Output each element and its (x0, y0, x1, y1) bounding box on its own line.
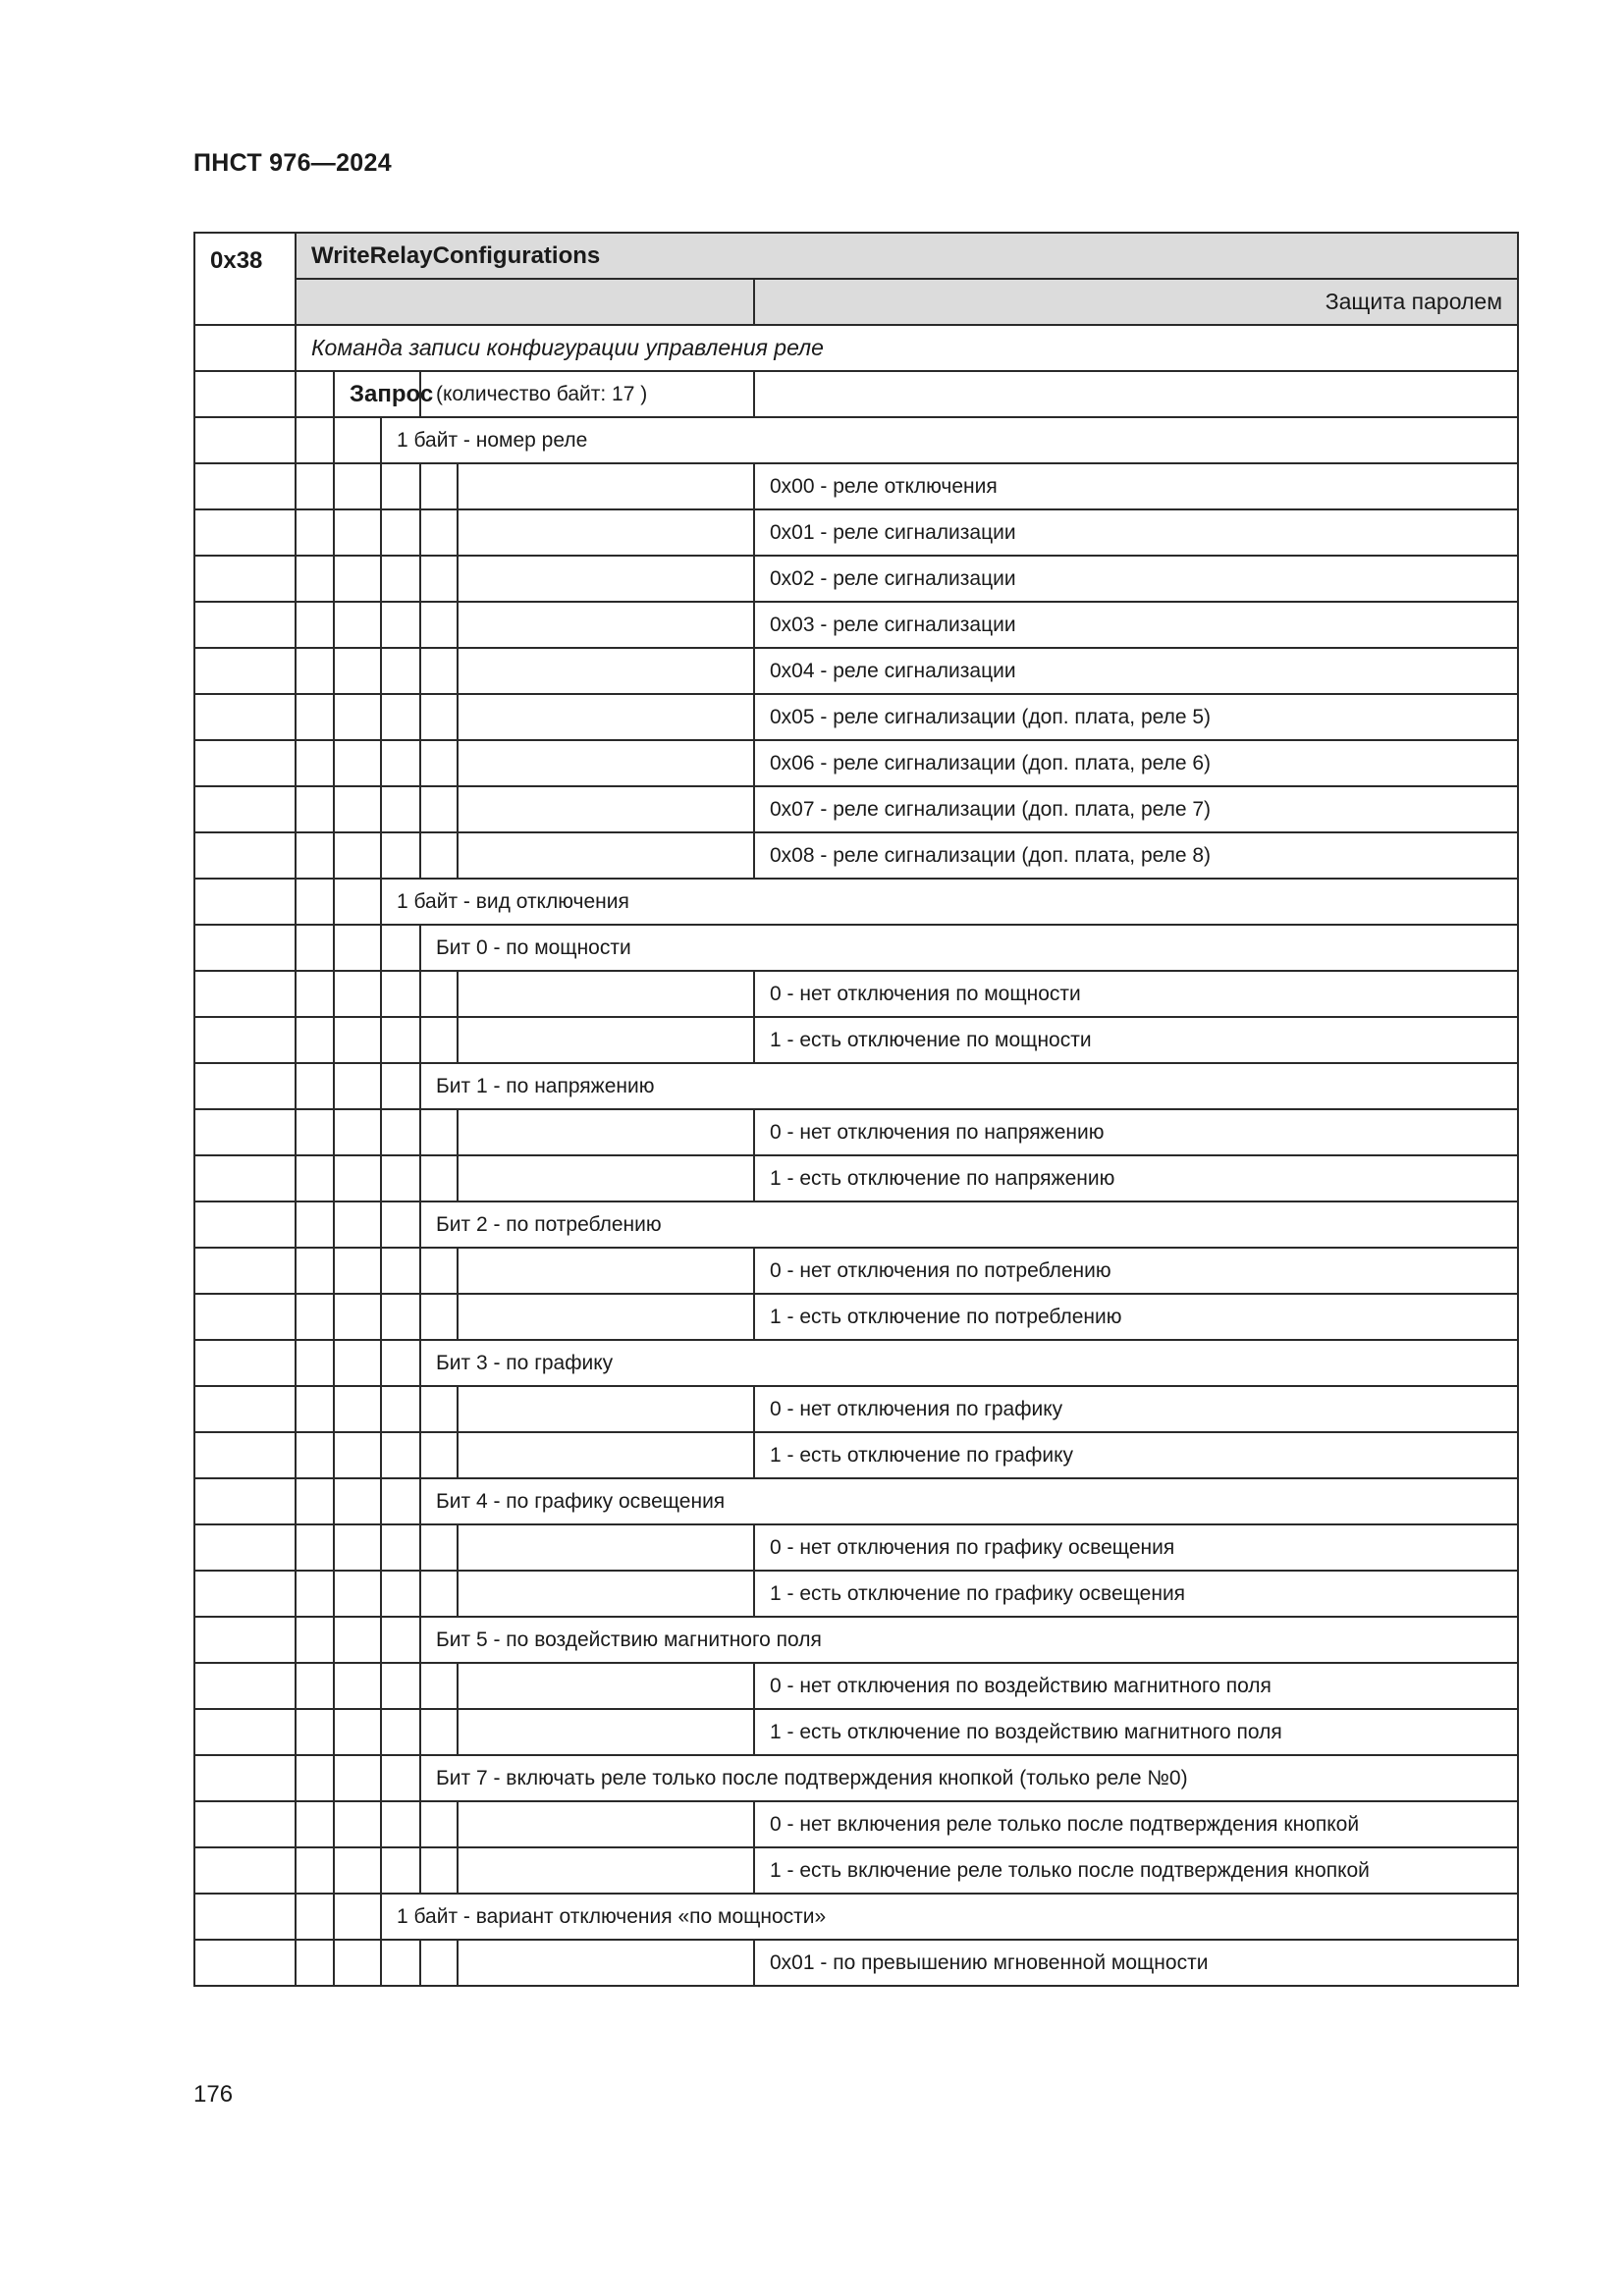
empty-cell (420, 1155, 458, 1201)
empty-cell (194, 1894, 296, 1940)
value-text: 0 - нет включения реле только после подтверждения кнопкой (754, 1801, 1518, 1847)
empty-cell (334, 1201, 381, 1248)
empty-cell (296, 648, 334, 694)
empty-cell (458, 832, 754, 879)
empty-cell (381, 1663, 420, 1709)
empty-cell (334, 1340, 381, 1386)
bit-row (194, 1340, 1518, 1386)
value-text: 1 - есть отключение по напряжению (754, 1155, 1518, 1201)
empty-cell (194, 832, 296, 879)
value-text: 0x01 - по превышению мгновенной мощности (754, 1940, 1518, 1986)
empty-cell (334, 648, 381, 694)
empty-cell (334, 879, 381, 925)
empty-cell (420, 786, 458, 832)
empty-cell (334, 1755, 381, 1801)
value-row (194, 509, 1518, 556)
empty-cell (381, 1386, 420, 1432)
value-row (194, 556, 1518, 602)
empty-cell (296, 1017, 334, 1063)
empty-cell (194, 971, 296, 1017)
empty-cell (194, 1017, 296, 1063)
empty-cell (381, 1617, 420, 1663)
empty-cell (381, 971, 420, 1017)
empty-cell (334, 971, 381, 1017)
empty-cell (296, 925, 334, 971)
empty-cell (194, 1109, 296, 1155)
empty-cell (458, 1663, 754, 1709)
empty-cell (194, 1155, 296, 1201)
empty-cell (420, 648, 458, 694)
empty-cell (296, 1524, 334, 1571)
value-text: 0x08 - реле сигнализации (доп. плата, реле 8) (754, 832, 1518, 879)
empty-cell (296, 556, 334, 602)
empty-cell (420, 1801, 458, 1847)
empty-cell (458, 1294, 754, 1340)
empty-cell (296, 279, 754, 325)
empty-cell (420, 694, 458, 740)
empty-cell (458, 786, 754, 832)
empty-cell (334, 1248, 381, 1294)
empty-cell (420, 602, 458, 648)
empty-cell (458, 1248, 754, 1294)
empty-cell (381, 1063, 420, 1109)
value-row (194, 832, 1518, 879)
empty-cell (194, 556, 296, 602)
empty-cell (194, 1524, 296, 1571)
empty-cell (296, 1201, 334, 1248)
empty-cell (458, 1155, 754, 1201)
empty-cell (420, 740, 458, 786)
empty-cell (458, 556, 754, 602)
empty-cell (334, 740, 381, 786)
empty-cell (194, 1571, 296, 1617)
empty-cell (296, 786, 334, 832)
empty-cell (194, 1617, 296, 1663)
value-text: 0x02 - реле сигнализации (754, 556, 1518, 602)
value-row (194, 1294, 1518, 1340)
bit-row (194, 1755, 1518, 1801)
empty-cell (334, 786, 381, 832)
empty-cell (381, 1155, 420, 1201)
empty-cell (194, 1063, 296, 1109)
empty-cell (420, 1248, 458, 1294)
empty-cell (194, 509, 296, 556)
empty-cell (194, 694, 296, 740)
value-row (194, 1801, 1518, 1847)
empty-cell (296, 1063, 334, 1109)
empty-cell (194, 740, 296, 786)
empty-cell (334, 925, 381, 971)
empty-cell (334, 1571, 381, 1617)
empty-cell (458, 1386, 754, 1432)
empty-cell (381, 509, 420, 556)
empty-cell (420, 509, 458, 556)
bit-title: Бит 2 - по потреблению (420, 1201, 1518, 1248)
empty-cell (381, 1709, 420, 1755)
empty-cell (381, 694, 420, 740)
empty-cell (381, 1940, 420, 1986)
command-header-row (194, 233, 1518, 279)
value-text: 1 - есть отключение по графику освещения (754, 1571, 1518, 1617)
value-row (194, 1155, 1518, 1201)
empty-cell (458, 1571, 754, 1617)
empty-cell (381, 556, 420, 602)
empty-cell (194, 879, 296, 925)
bit-row (194, 1617, 1518, 1663)
empty-cell (334, 1063, 381, 1109)
field-title: 1 байт - номер реле (381, 417, 1518, 463)
bit-title: Бит 3 - по графику (420, 1340, 1518, 1386)
empty-cell (381, 786, 420, 832)
empty-cell (194, 1940, 296, 1986)
empty-cell (334, 463, 381, 509)
empty-cell (296, 1386, 334, 1432)
empty-cell (420, 971, 458, 1017)
empty-cell (381, 925, 420, 971)
empty-cell (381, 1017, 420, 1063)
empty-cell (334, 1017, 381, 1063)
empty-cell (458, 1940, 754, 1986)
value-text: 0 - нет отключения по мощности (754, 971, 1518, 1017)
empty-cell (381, 740, 420, 786)
value-text: 1 - есть отключение по мощности (754, 1017, 1518, 1063)
empty-cell (296, 1155, 334, 1201)
empty-cell (296, 1801, 334, 1847)
empty-cell (458, 1847, 754, 1894)
value-row (194, 1940, 1518, 1986)
command-description: Команда записи конфигурации управления реле (296, 325, 1518, 371)
empty-cell (296, 740, 334, 786)
empty-cell (194, 602, 296, 648)
value-text: 0x00 - реле отключения (754, 463, 1518, 509)
command-name: WriteRelayConfigurations (296, 233, 1518, 279)
empty-cell (296, 1294, 334, 1340)
empty-cell (296, 1432, 334, 1478)
value-row (194, 740, 1518, 786)
value-row (194, 1109, 1518, 1155)
empty-cell (381, 463, 420, 509)
empty-cell (420, 1294, 458, 1340)
empty-cell (458, 1709, 754, 1755)
empty-cell (296, 1248, 334, 1294)
empty-cell (194, 1340, 296, 1386)
value-text: 0x04 - реле сигнализации (754, 648, 1518, 694)
empty-cell (420, 1571, 458, 1617)
empty-cell (296, 971, 334, 1017)
empty-cell (458, 509, 754, 556)
empty-cell (296, 1709, 334, 1755)
empty-cell (458, 1109, 754, 1155)
empty-cell (420, 463, 458, 509)
empty-cell (194, 1248, 296, 1294)
value-text: 0 - нет отключения по воздействию магнитного поля (754, 1663, 1518, 1709)
empty-cell (194, 1432, 296, 1478)
value-row (194, 1571, 1518, 1617)
value-text: 0x01 - реле сигнализации (754, 509, 1518, 556)
empty-cell (334, 1663, 381, 1709)
value-row (194, 648, 1518, 694)
empty-cell (381, 1340, 420, 1386)
field-row (194, 417, 1518, 463)
request-label: Запрос (334, 371, 420, 417)
bit-title: Бит 7 - включать реле только после подтверждения кнопкой (только реле №0) (420, 1755, 1518, 1801)
value-text: 1 - есть отключение по воздействию магнитного поля (754, 1709, 1518, 1755)
empty-cell (420, 1432, 458, 1478)
empty-cell (194, 1709, 296, 1755)
bit-title: Бит 1 - по напряжению (420, 1063, 1518, 1109)
empty-cell (381, 1109, 420, 1155)
value-row (194, 1847, 1518, 1894)
empty-cell (381, 1571, 420, 1617)
empty-cell (194, 1386, 296, 1432)
field-row (194, 879, 1518, 925)
command-spec-table (193, 232, 1519, 1987)
empty-cell (334, 694, 381, 740)
value-text: 0x07 - реле сигнализации (доп. плата, реле 7) (754, 786, 1518, 832)
empty-cell (381, 1294, 420, 1340)
empty-cell (296, 371, 334, 417)
empty-cell (194, 925, 296, 971)
value-row (194, 786, 1518, 832)
value-text: 0x06 - реле сигнализации (доп. плата, реле 6) (754, 740, 1518, 786)
value-row (194, 1386, 1518, 1432)
empty-cell (458, 602, 754, 648)
empty-cell (334, 417, 381, 463)
empty-cell (420, 1940, 458, 1986)
empty-cell (420, 1386, 458, 1432)
empty-cell (296, 1755, 334, 1801)
empty-cell (296, 694, 334, 740)
bit-title: Бит 0 - по мощности (420, 925, 1518, 971)
password-protection: Защита паролем (754, 279, 1518, 325)
bit-title: Бит 4 - по графику освещения (420, 1478, 1518, 1524)
empty-cell (458, 740, 754, 786)
empty-cell (381, 1524, 420, 1571)
bit-row (194, 1478, 1518, 1524)
empty-cell (194, 1801, 296, 1847)
empty-cell (194, 648, 296, 694)
empty-cell (458, 971, 754, 1017)
empty-cell (420, 1524, 458, 1571)
empty-cell (296, 1894, 334, 1940)
empty-cell (296, 1571, 334, 1617)
empty-cell (334, 832, 381, 879)
empty-cell (458, 694, 754, 740)
empty-cell (458, 648, 754, 694)
document-header: ПНСТ 976—2024 (193, 149, 392, 177)
value-text: 0 - нет отключения по напряжению (754, 1109, 1518, 1155)
value-text: 0 - нет отключения по потреблению (754, 1248, 1518, 1294)
empty-cell (420, 832, 458, 879)
empty-cell (334, 1432, 381, 1478)
empty-cell (334, 1709, 381, 1755)
empty-cell (194, 1847, 296, 1894)
value-text: 0 - нет отключения по графику (754, 1386, 1518, 1432)
empty-cell (381, 648, 420, 694)
bit-row (194, 1063, 1518, 1109)
field-row (194, 1894, 1518, 1940)
empty-cell (296, 602, 334, 648)
value-text: 1 - есть отключение по графику (754, 1432, 1518, 1478)
value-text: 1 - есть включение реле только после подтверждения кнопкой (754, 1847, 1518, 1894)
empty-cell (334, 1155, 381, 1201)
empty-cell (458, 1801, 754, 1847)
request-row (194, 371, 1518, 417)
empty-cell (381, 1801, 420, 1847)
empty-cell (194, 786, 296, 832)
empty-cell (381, 1432, 420, 1478)
empty-cell (296, 1663, 334, 1709)
empty-cell (296, 1478, 334, 1524)
value-row (194, 1432, 1518, 1478)
value-text: 1 - есть отключение по потреблению (754, 1294, 1518, 1340)
empty-cell (334, 556, 381, 602)
value-row (194, 1663, 1518, 1709)
empty-cell (296, 1617, 334, 1663)
empty-cell (334, 1617, 381, 1663)
empty-cell (381, 1201, 420, 1248)
page-number: 176 (193, 2081, 234, 2108)
empty-cell (381, 1478, 420, 1524)
value-row (194, 694, 1518, 740)
empty-cell (194, 371, 296, 417)
empty-cell (381, 1755, 420, 1801)
bit-row (194, 1201, 1518, 1248)
empty-cell (296, 1847, 334, 1894)
empty-cell (381, 1847, 420, 1894)
empty-cell (458, 1524, 754, 1571)
empty-cell (334, 1801, 381, 1847)
empty-cell (296, 1940, 334, 1986)
empty-cell (334, 1894, 381, 1940)
empty-cell (334, 1940, 381, 1986)
value-row (194, 1709, 1518, 1755)
empty-cell (194, 417, 296, 463)
empty-cell (334, 1478, 381, 1524)
empty-cell (334, 1109, 381, 1155)
command-code: 0x38 (194, 233, 296, 325)
empty-cell (334, 1294, 381, 1340)
empty-cell (296, 417, 334, 463)
empty-cell (334, 1847, 381, 1894)
empty-cell (458, 463, 754, 509)
empty-cell (420, 1663, 458, 1709)
empty-cell (296, 463, 334, 509)
value-text: 0x05 - реле сигнализации (доп. плата, реле 5) (754, 694, 1518, 740)
value-row (194, 463, 1518, 509)
request-byte-count: (количество байт: 17 ) (420, 371, 754, 417)
value-text: 0x03 - реле сигнализации (754, 602, 1518, 648)
empty-cell (334, 1386, 381, 1432)
protection-row (194, 279, 1518, 325)
empty-cell (420, 1709, 458, 1755)
field-title: 1 байт - вариант отключения «по мощности» (381, 1894, 1518, 1940)
empty-cell (194, 463, 296, 509)
empty-cell (296, 1109, 334, 1155)
empty-cell (296, 1340, 334, 1386)
empty-cell (194, 325, 296, 371)
bit-row (194, 925, 1518, 971)
value-text: 0 - нет отключения по графику освещения (754, 1524, 1518, 1571)
empty-cell (194, 1478, 296, 1524)
empty-cell (194, 1755, 296, 1801)
value-row (194, 1524, 1518, 1571)
empty-cell (420, 556, 458, 602)
description-row (194, 325, 1518, 371)
empty-cell (381, 602, 420, 648)
empty-cell (296, 879, 334, 925)
empty-cell (381, 1248, 420, 1294)
empty-cell (334, 1524, 381, 1571)
empty-cell (458, 1017, 754, 1063)
empty-cell (296, 509, 334, 556)
value-row (194, 1017, 1518, 1063)
field-title: 1 байт - вид отключения (381, 879, 1518, 925)
empty-cell (194, 1294, 296, 1340)
empty-cell (420, 1017, 458, 1063)
value-row (194, 1248, 1518, 1294)
bit-title: Бит 5 - по воздействию магнитного поля (420, 1617, 1518, 1663)
empty-cell (334, 509, 381, 556)
value-row (194, 971, 1518, 1017)
empty-cell (381, 832, 420, 879)
empty-cell (420, 1847, 458, 1894)
empty-cell (334, 602, 381, 648)
empty-cell (296, 832, 334, 879)
empty-cell (754, 371, 1518, 417)
empty-cell (458, 1432, 754, 1478)
empty-cell (194, 1663, 296, 1709)
empty-cell (420, 1109, 458, 1155)
empty-cell (194, 1201, 296, 1248)
value-row (194, 602, 1518, 648)
